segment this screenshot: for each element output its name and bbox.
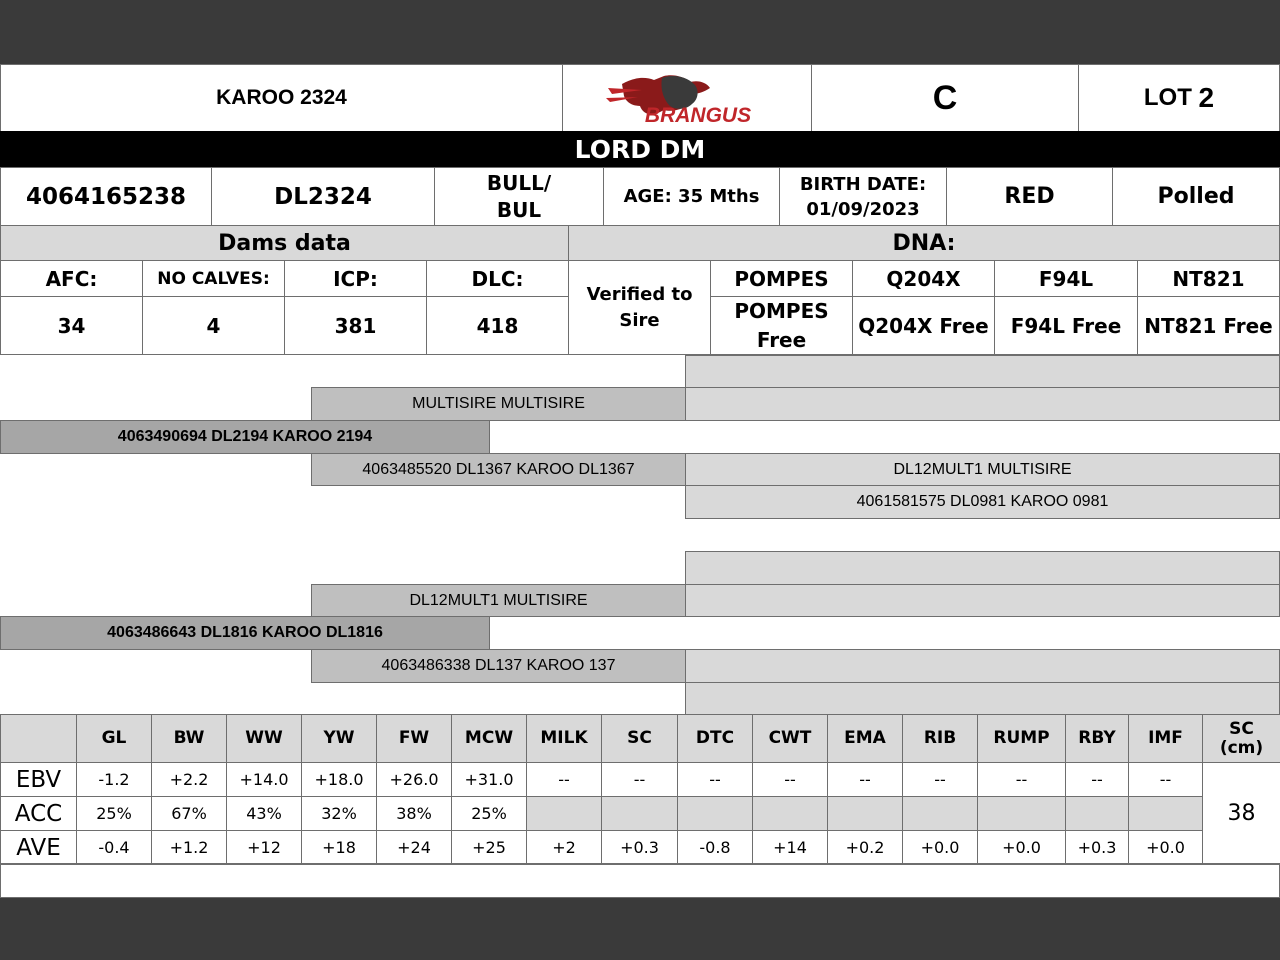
ave-cell: -0.4 [77, 831, 152, 865]
ave-row [1, 831, 1280, 865]
ebv-cell: +2.2 [152, 763, 227, 797]
ebv-corner [1, 715, 77, 763]
ebv-col-rib: RIB [903, 715, 978, 763]
colour-text: RED [1004, 184, 1055, 209]
dna-test-q204x [852, 260, 995, 297]
ave-cell: +0.3 [1066, 831, 1129, 865]
ebv-col-cwt: CWT [753, 715, 828, 763]
dams-title [0, 225, 569, 261]
ave-cell: +18 [302, 831, 377, 865]
ave-cell: +2 [527, 831, 602, 865]
lot-card [0, 64, 1280, 898]
parentage-text: Verified to Sire [586, 283, 693, 331]
pedigree-empty-cell [685, 387, 1280, 421]
ebv-cell: -- [602, 763, 678, 797]
ebv-cell: +18.0 [302, 763, 377, 797]
birth-date-label: BIRTH DATE: [799, 173, 927, 195]
ebv-cell: +14.0 [227, 763, 302, 797]
sire-sire [311, 387, 686, 421]
sire-dam-dam-text: 4061581575 DL0981 KAROO 0981 [856, 493, 1109, 510]
brangus-logo [562, 64, 812, 132]
dna-result-pompes [710, 296, 853, 355]
age [603, 167, 780, 226]
age-text: AGE: 35 Mths [623, 186, 760, 207]
ebv-col-ema: EMA [828, 715, 903, 763]
ebv-cell: -1.2 [77, 763, 152, 797]
ebv-col-rump: RUMP [978, 715, 1066, 763]
ave-cell: +0.3 [602, 831, 678, 865]
ebv-col-yw: YW [302, 715, 377, 763]
acc-cell [828, 797, 903, 831]
dna-test-q204x-name: Q204X [886, 266, 961, 291]
dna-title-text: DNA: [892, 230, 956, 256]
ave-cell: +0.0 [1129, 831, 1203, 865]
logo-text: BRANGUS [644, 104, 752, 126]
ebv-row-label: EBV [1, 763, 77, 797]
pedigree-empty-cell [685, 551, 1280, 585]
dna-result-nt821 [1137, 296, 1280, 355]
dna-result-f94l-text: F94L Free [1010, 313, 1122, 338]
grade-letter [811, 64, 1079, 132]
ebv-header-row [1, 715, 1280, 763]
ebv-cell: +26.0 [377, 763, 452, 797]
acc-cell [903, 797, 978, 831]
ebv-cell: -- [1066, 763, 1129, 797]
acc-cell: 25% [452, 797, 527, 831]
ave-cell: +12 [227, 831, 302, 865]
acc-cell: 43% [227, 797, 302, 831]
dam-sire [311, 584, 686, 617]
id-number-text: 4064165238 [25, 183, 187, 210]
acc-cell [753, 797, 828, 831]
pedigree-empty-cell [685, 649, 1280, 683]
ebv-table [0, 714, 1280, 865]
dna-title [568, 225, 1280, 261]
ebv-col-gl: GL [77, 715, 152, 763]
afc-header-text: AFC: [45, 266, 98, 291]
ave-cell: +24 [377, 831, 452, 865]
acc-row [1, 797, 1280, 831]
animal-name-bar [0, 131, 1280, 167]
dlc-header-text: DLC: [471, 266, 524, 291]
afc-header [0, 260, 143, 297]
acc-cell [1066, 797, 1129, 831]
pedigree-empty-cell [685, 682, 1280, 715]
horn-status-text: Polled [1157, 184, 1235, 209]
sire-text: 4063490694 DL2194 KAROO 2194 [117, 428, 373, 445]
pedigree-empty-cell [685, 584, 1280, 617]
icp-header-text: ICP: [333, 266, 378, 291]
ave-cell: -0.8 [678, 831, 753, 865]
sire-dam [311, 453, 686, 486]
bull-head-icon [602, 70, 772, 126]
ebv-col-bw: BW [152, 715, 227, 763]
ebv-col-mcw: MCW [452, 715, 527, 763]
dam [0, 616, 490, 650]
sire [0, 420, 490, 454]
farm-animal-text: KAROO 2324 [216, 86, 347, 109]
acc-cell [678, 797, 753, 831]
sire-dam-sire [685, 453, 1280, 486]
birth-date-value: 01/09/2023 [806, 198, 920, 220]
lot-prefix: LOT [1143, 84, 1199, 111]
ebv-col-dtc: DTC [678, 715, 753, 763]
lot-number [1078, 64, 1280, 132]
ave-cell: +0.0 [978, 831, 1066, 865]
sex-text: BULL/ BUL [486, 170, 552, 222]
ebv-col-sc: SC [602, 715, 678, 763]
acc-cell [1129, 797, 1203, 831]
sire-dam-text: 4063485520 DL1367 KAROO DL1367 [362, 460, 635, 478]
afc-value [0, 296, 143, 355]
dna-test-nt821 [1137, 260, 1280, 297]
calves-value-text: 4 [206, 313, 221, 338]
animal-name: LORD DM [574, 134, 706, 164]
dlc-header [426, 260, 569, 297]
dna-test-f94l [994, 260, 1138, 297]
ebv-cell: -- [978, 763, 1066, 797]
parentage-status [568, 260, 711, 355]
acc-cell [978, 797, 1066, 831]
colour [946, 167, 1113, 226]
ebv-cell: -- [1129, 763, 1203, 797]
icp-header [284, 260, 427, 297]
calves-header-text: NO CALVES: [157, 268, 270, 289]
ebv-col-imf: IMF [1129, 715, 1203, 763]
ave-cell: +0.0 [903, 831, 978, 865]
ave-cell: +1.2 [152, 831, 227, 865]
ebv-cell: -- [828, 763, 903, 797]
dam-dam [311, 649, 686, 683]
ebv-col-sc-cm: SC (cm) [1203, 715, 1280, 763]
farm-animal-title [0, 64, 563, 132]
acc-cell: 67% [152, 797, 227, 831]
dam-text: 4063486643 DL1816 KAROO DL1816 [107, 624, 383, 641]
dams-title-text: Dams data [218, 230, 351, 256]
ebv-row [1, 763, 1280, 797]
sire-sire-text: MULTISIRE MULTISIRE [412, 395, 585, 412]
afc-value-text: 34 [57, 313, 86, 338]
icp-value [284, 296, 427, 355]
calves-header [142, 260, 285, 297]
sex [434, 167, 604, 226]
birth-date [779, 167, 947, 226]
ave-row-label: AVE [1, 831, 77, 865]
dna-result-q204x [852, 296, 995, 355]
ebv-cell: +31.0 [452, 763, 527, 797]
dam-sire-text: DL12MULT1 MULTISIRE [409, 591, 588, 609]
acc-cell [527, 797, 602, 831]
dna-result-f94l [994, 296, 1138, 355]
ave-cell: +0.2 [828, 831, 903, 865]
dna-test-nt821-name: NT821 [1172, 266, 1245, 291]
ebv-cell: -- [903, 763, 978, 797]
ave-cell: +25 [452, 831, 527, 865]
ebv-cell: -- [753, 763, 828, 797]
dam-dam-text: 4063486338 DL137 KAROO 137 [381, 657, 616, 674]
id-number [0, 167, 212, 226]
acc-row-label: ACC [1, 797, 77, 831]
acc-cell: 32% [302, 797, 377, 831]
ebv-col-fw: FW [377, 715, 452, 763]
dlc-value-text: 418 [476, 313, 519, 338]
acc-cell: 25% [77, 797, 152, 831]
dna-result-pompes-text: POMPES Free [734, 298, 829, 352]
dna-test-pompes [710, 260, 853, 297]
sire-dam-sire-text: DL12MULT1 MULTISIRE [893, 460, 1072, 478]
ebv-cell: -- [678, 763, 753, 797]
dna-test-pompes-name: POMPES [734, 266, 829, 291]
icp-value-text: 381 [334, 313, 377, 338]
acc-cell [602, 797, 678, 831]
ebv-cell: -- [527, 763, 602, 797]
ebv-col-milk: MILK [527, 715, 602, 763]
tag [211, 167, 435, 226]
sire-dam-dam [685, 485, 1280, 519]
footer-blank-row [0, 863, 1280, 898]
tag-text: DL2324 [274, 183, 372, 210]
dlc-value [426, 296, 569, 355]
ave-cell: +14 [753, 831, 828, 865]
horn-status [1112, 167, 1280, 226]
calves-value [142, 296, 285, 355]
dna-result-nt821-text: NT821 Free [1144, 313, 1273, 338]
ebv-col-ww: WW [227, 715, 302, 763]
pedigree-empty-cell [685, 355, 1280, 388]
dna-result-q204x-text: Q204X Free [858, 313, 989, 338]
grade-text: C [932, 78, 958, 117]
ebv-col-rby: RBY [1066, 715, 1129, 763]
acc-cell: 38% [377, 797, 452, 831]
dna-test-f94l-name: F94L [1038, 266, 1094, 291]
sc-cm-value: 38 [1203, 763, 1280, 865]
lot-number-value: 2 [1198, 82, 1215, 113]
